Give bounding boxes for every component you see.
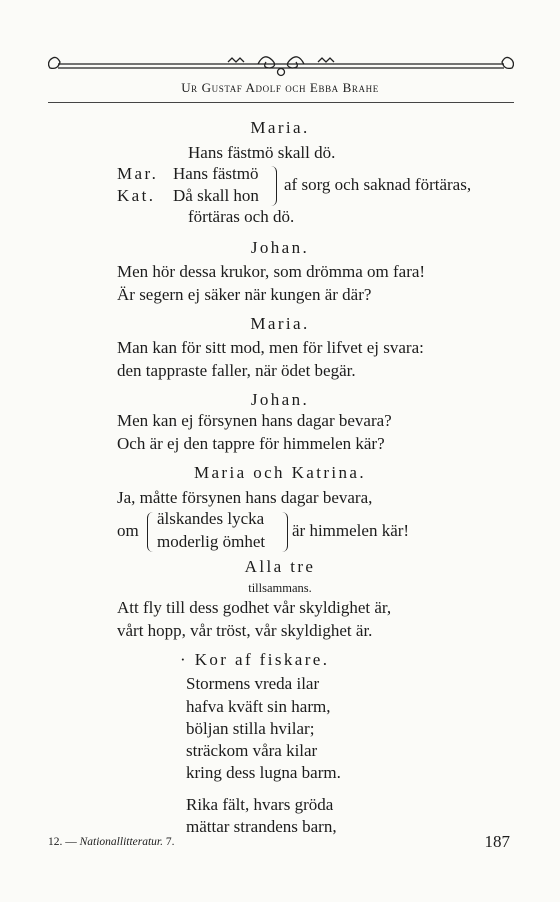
verse-line: är himmelen kär!: [292, 521, 410, 540]
speaker-name: Maria och Katrina.: [193, 463, 367, 482]
verse-line: Hans fästmö: [173, 164, 259, 183]
verse-line: älskandes lycka: [157, 509, 265, 528]
verse-line: Men kan ej försynen hans dagar bevara?: [117, 411, 392, 430]
verse-line: Och är ej den tappre för himmelen kär?: [117, 434, 385, 453]
verse-line: böljan stilla hvilar;: [186, 719, 315, 738]
brace: [147, 512, 154, 552]
brace: [270, 166, 277, 206]
speaker-label: Mar.: [117, 164, 159, 183]
running-head-rule: [48, 102, 514, 103]
speaker-label: Kat.: [117, 186, 156, 205]
signature-volume: 7.: [165, 836, 175, 848]
speaker-name: Maria.: [250, 314, 310, 333]
verse-line: Är segern ej säker när kungen är där?: [117, 285, 372, 304]
speaker-name: · Kor af fiskare.: [180, 650, 330, 669]
printer-signature: [48, 836, 175, 848]
signature-title: Nationallitteratur.: [79, 836, 164, 848]
verse-line: Man kan för sitt mod, men för lifvet ej svara:: [117, 338, 424, 357]
brace: [281, 512, 288, 552]
speaker-name: Alla tre: [244, 557, 316, 576]
speaker-name: Johan.: [250, 238, 310, 257]
page-number: 187: [484, 832, 510, 851]
verse-line: af sorg och saknad förtäras,: [284, 175, 472, 194]
verse-line: mättar strandens barn,: [186, 817, 337, 836]
verse-line: den tappraste faller, när ödet begär.: [117, 361, 356, 380]
verse-line: Men hör dessa krukor, som drömma om fara!: [117, 262, 426, 281]
verse-line: Hans fästmö skall dö.: [188, 143, 336, 162]
signature-number: 12.: [48, 836, 63, 848]
verse-line: Rika fält, hvars gröda: [186, 795, 334, 814]
verse-line: Att fly till dess godhet vår skyldighet är,: [117, 598, 392, 617]
verse-line: vårt hopp, vår tröst, vår skyldighet är.: [117, 621, 373, 640]
verse-line: Ja, måtte försynen hans dagar bevara,: [117, 488, 373, 507]
running-head: Ur Gustaf Adolf och Ebba Brahe: [181, 80, 379, 95]
verse-line: hafva kväft sin harm,: [186, 697, 331, 716]
ornamental-header-rule-icon: [48, 50, 514, 80]
verse-line: kring dess lugna barm.: [186, 763, 341, 782]
speaker-name: Maria.: [250, 118, 310, 137]
speaker-name: Johan.: [250, 390, 310, 409]
stage-direction: tillsammans.: [248, 581, 312, 595]
verse-line: om: [117, 521, 139, 540]
verse-line: förtäras och dö.: [188, 207, 295, 226]
speaker-name-text: Kor af fiskare.: [194, 650, 330, 669]
signature-dash: —: [65, 836, 77, 848]
verse-line: moderlig ömhet: [157, 532, 266, 551]
verse-line: Då skall hon: [173, 186, 259, 205]
verse-line: Stormens vreda ilar: [186, 674, 320, 693]
verse-line: sträckom våra kilar: [186, 741, 318, 760]
